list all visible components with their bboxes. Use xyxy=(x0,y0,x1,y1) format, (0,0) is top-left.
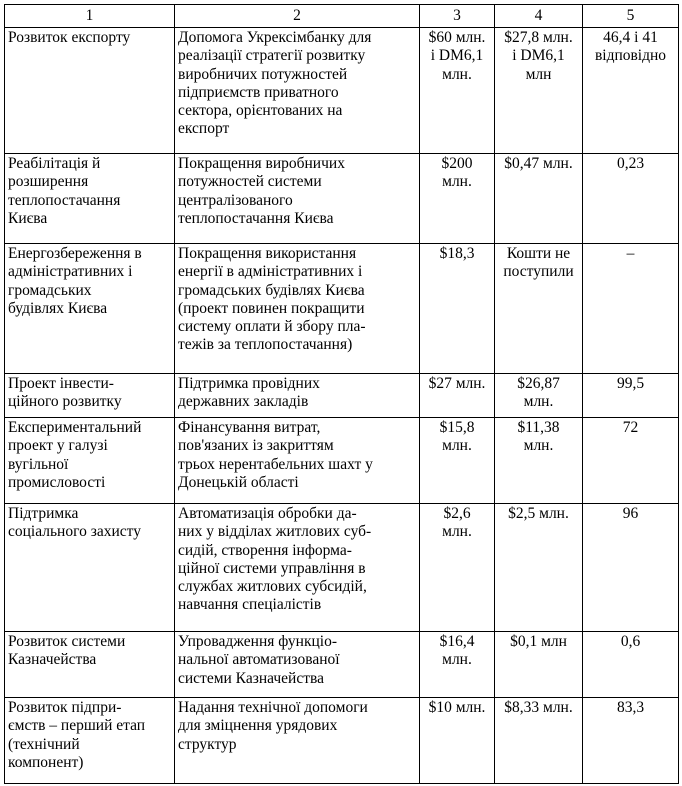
percent-cell: 46,4 і 41 відповідно xyxy=(594,29,667,65)
percent-cell: 0,23 xyxy=(616,155,645,172)
project-description-cell: Покращення використання енергії в адміністративних і громадських будівлях Києва (проект повинен покращити систему оплати й збору пла- тежів за теплопостачання) xyxy=(178,245,366,354)
planned-amount-cell: $10 млн. xyxy=(428,699,486,716)
header-cell: 5 xyxy=(583,5,679,28)
project-name-cell: Експериментальний проект у галузі вугільної промисловості xyxy=(8,419,142,491)
table-row xyxy=(5,632,679,698)
planned-amount-cell: $2,6 млн. xyxy=(442,505,472,541)
header-cell: 4 xyxy=(495,5,583,28)
table-row xyxy=(5,418,679,504)
table-row xyxy=(5,374,679,418)
percent-cell: 99,5 xyxy=(616,375,645,392)
received-amount-cell: $27,8 млн. і DM6,1 млн xyxy=(504,29,573,83)
project-name-cell: Проект інвести- ційного розвитку xyxy=(8,375,122,411)
table-row xyxy=(5,504,679,632)
received-amount-cell: $8,33 млн. xyxy=(504,699,573,716)
received-amount-cell: $0,47 млн. xyxy=(504,155,573,172)
planned-amount-cell: $200 млн. xyxy=(441,155,473,191)
projects-table xyxy=(4,4,679,784)
planned-amount-cell: $15,8 млн. xyxy=(439,419,475,455)
percent-cell: 96 xyxy=(622,505,639,522)
project-description-cell: Підтримка провідних державних закладів xyxy=(178,375,320,411)
percent-cell: 0,6 xyxy=(620,633,641,650)
table-row xyxy=(5,698,679,784)
received-amount-cell: Кошти не поступили xyxy=(503,245,574,281)
planned-amount-cell: $18,3 xyxy=(439,245,475,262)
planned-amount-cell: $27 млн. xyxy=(428,375,486,392)
project-description-cell: Надання технічної допомоги для зміцнення урядових структур xyxy=(178,699,368,753)
table-row xyxy=(5,244,679,374)
percent-cell: 72 xyxy=(622,419,639,436)
project-name-cell: Розвиток системи Казначейства xyxy=(8,633,126,669)
project-name-cell: Підтримка соціального захисту xyxy=(8,505,141,541)
table-row xyxy=(5,28,679,154)
percent-cell: – xyxy=(626,245,635,262)
received-amount-cell: $11,38 млн. xyxy=(517,419,560,455)
percent-cell: 83,3 xyxy=(616,699,645,716)
header-row xyxy=(5,5,679,28)
project-description-cell: Допомога Укрексімбанку для реалізації стратегії розвитку виробничих потужностей підприємств приватного сектора, орієнтованих на експорт xyxy=(178,29,372,138)
header-cell: 1 xyxy=(5,5,175,28)
planned-amount-cell: $16,4 млн. xyxy=(439,633,475,669)
table-row xyxy=(5,154,679,244)
project-description-cell: Покращення виробничих потужностей системи централізованого теплопостачання Києва xyxy=(178,155,345,227)
received-amount-cell: $2,5 млн. xyxy=(508,505,569,522)
project-name-cell: Реабілітація й розширення теплопостачання Києва xyxy=(8,155,121,227)
header-cell: 3 xyxy=(420,5,495,28)
project-description-cell: Автоматизація обробки да- них у відділах житлових суб- сидій, створення інформа- ційної системи управління в службах житлових субсидій, навчання спеціалістів xyxy=(178,505,372,614)
received-amount-cell: $26,87 млн. xyxy=(517,375,560,411)
project-name-cell: Енергозбереження в адміністративних і громадських будівлях Києва xyxy=(8,245,142,317)
header-cell: 2 xyxy=(175,5,420,28)
project-name-cell: Розвиток підпри- ємств – перший етап (технічний компонент) xyxy=(8,699,146,771)
project-description-cell: Упровадження функціо- нальної автоматизованої системи Казначейства xyxy=(178,633,340,687)
planned-amount-cell: $60 млн. і DM6,1 млн. xyxy=(428,29,486,83)
project-description-cell: Фінансування витрат, пов'язаних із закриттям трьох нерентабельних шахт у Донецькій області xyxy=(178,419,373,491)
received-amount-cell: $0,1 млн xyxy=(510,633,567,650)
project-name-cell: Розвиток експорту xyxy=(8,29,131,46)
